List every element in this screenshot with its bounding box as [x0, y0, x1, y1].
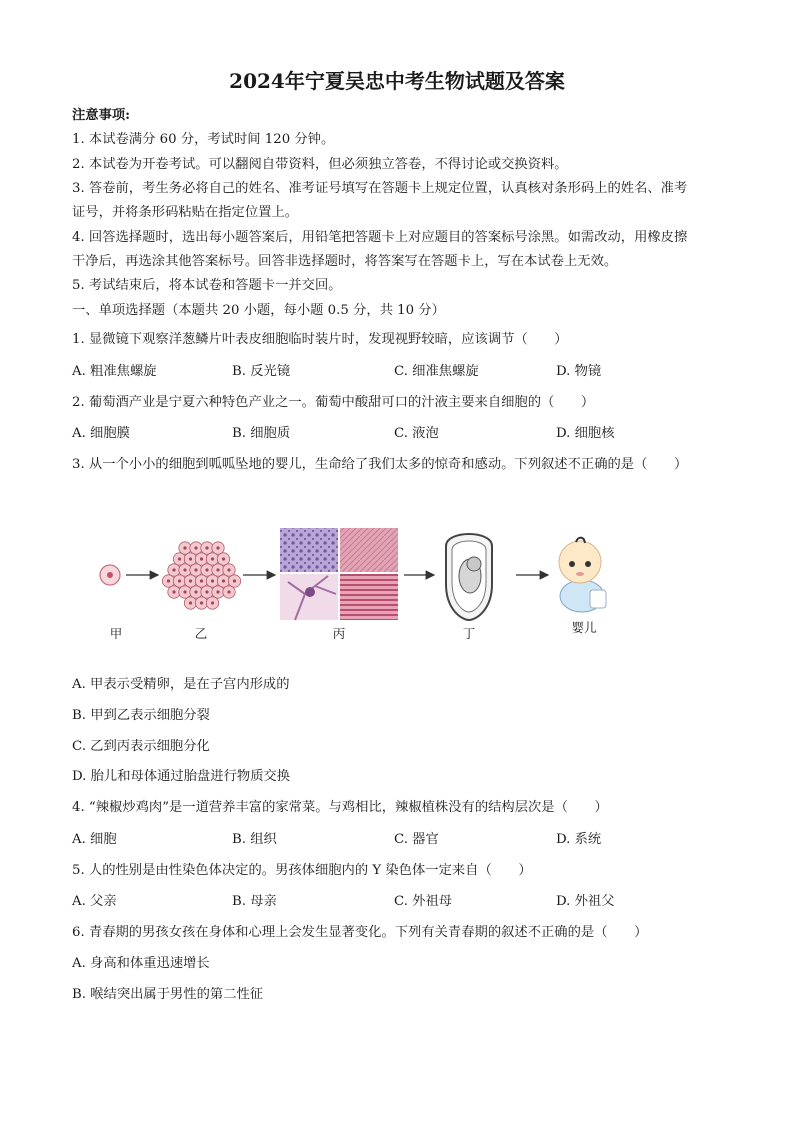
question-stem: 3. 从一个小小的细胞到呱呱坠地的婴儿，生命给了我们太多的惊奇和感动。下列叙述不正确的是（ ） — [72, 457, 688, 472]
option-c: C. 器官 — [394, 832, 439, 847]
option-a: A. 父亲 — [72, 894, 117, 909]
cluster-nucleus — [194, 590, 197, 593]
section-heading: 一、单项选择题（本题共 20 小题，每小题 0.5 分，共 10 分） — [72, 303, 445, 318]
option-c: C. 外祖母 — [394, 894, 453, 909]
cluster-nucleus — [172, 590, 175, 593]
cluster-nucleus — [178, 557, 181, 560]
option-b: B. 细胞质 — [232, 426, 291, 441]
option-b: B. 反光镜 — [232, 364, 291, 379]
figure-label: 婴儿 — [571, 620, 597, 635]
option-d: D. 细胞核 — [556, 426, 615, 441]
baby-icon — [559, 538, 606, 612]
notice-item: 5. 考试结束后，将本试卷和答题卡一并交回。 — [72, 278, 342, 293]
cluster-nucleus — [167, 579, 170, 582]
question-options — [72, 422, 724, 446]
option-b: B. 喉结突出属于男性的第二性征 — [72, 987, 264, 1002]
notice-heading: 注意事项: — [72, 108, 131, 123]
cluster-nucleus — [200, 601, 203, 604]
question-stem: 2. 葡萄酒产业是宁夏六种特色产业之一。葡萄中酸甜可口的汁液主要来自细胞的（ ） — [72, 395, 595, 410]
cluster-nucleus — [183, 590, 186, 593]
cluster-nucleus — [200, 557, 203, 560]
page-title: 2024年宁夏吴忠中考生物试题及答案 — [229, 69, 565, 93]
cluster-nucleus — [233, 579, 236, 582]
figure-label: 丁 — [462, 626, 476, 641]
cluster-nucleus — [227, 590, 230, 593]
cluster-nucleus — [211, 601, 214, 604]
option-c: C. 乙到丙表示细胞分化 — [72, 739, 210, 754]
notice-item: 2. 本试卷为开卷考试。可以翻阅自带资料，但必须独立答卷，不得讨论或交换资料。 — [72, 157, 568, 172]
development-figure — [90, 524, 630, 649]
cluster-nucleus — [189, 557, 192, 560]
question-stem: 1. 显微镜下观察洋葱鳞片叶表皮细胞临时装片时，发现视野较暗，应该调节（ ） — [72, 332, 568, 347]
cluster-nucleus — [216, 546, 219, 549]
cluster-nucleus — [183, 568, 186, 571]
question-stem: 4. “辣椒炒鸡肉”是一道营养丰富的家常菜。与鸡相比，辣椒植株没有的结构层次是（ ） — [72, 800, 608, 815]
tissue-muscle — [340, 528, 398, 572]
figure-label: 乙 — [194, 626, 208, 641]
cluster-nucleus — [211, 557, 214, 560]
option-b: B. 母亲 — [232, 894, 277, 909]
option-c: C. 细准焦螺旋 — [394, 364, 479, 379]
figure-label: 丙 — [332, 626, 346, 641]
option-a: A. 粗准焦螺旋 — [72, 364, 157, 379]
cluster-nucleus — [178, 579, 181, 582]
option-d: D. 系统 — [556, 832, 602, 847]
notice-item: 1. 本试卷满分 60 分，考试时间 120 分钟。 — [72, 132, 335, 147]
notice-item: 4. 回答选择题时，选出每小题答案后，用铅笔把答题卡上对应题目的答案标号涂黑。如需改动，用橡皮擦 — [72, 230, 688, 245]
option-a: A. 细胞膜 — [72, 426, 130, 441]
cluster-nucleus — [205, 546, 208, 549]
question-stem: 6. 青春期的男孩女孩在身体和心理上会发生显著变化。下列有关青春期的叙述不正确的是（ ） — [72, 925, 648, 940]
cluster-nucleus — [194, 568, 197, 571]
cluster-nucleus — [200, 579, 203, 582]
cell-cluster — [162, 542, 240, 609]
cluster-nucleus — [194, 546, 197, 549]
notice-item: 证号，并将条形码粘贴在指定位置上。 — [72, 205, 299, 220]
cluster-nucleus — [205, 568, 208, 571]
development-diagram — [90, 524, 630, 624]
cluster-nucleus — [222, 557, 225, 560]
question-stem: 5. 人的性别是由性染色体决定的。男孩体细胞内的 Y 染色体一定来自（ ） — [72, 863, 532, 878]
option-c: C. 液泡 — [394, 426, 439, 441]
cluster-nucleus — [172, 568, 175, 571]
cluster-nucleus — [189, 601, 192, 604]
notice-item: 3. 答卷前，考生务必将自己的姓名、准考证号填写在答题卡上规定位置，认真核对条形码上的姓名、准考 — [72, 181, 688, 196]
cluster-nucleus — [211, 579, 214, 582]
option-d: D. 外祖父 — [556, 894, 615, 909]
cluster-nucleus — [189, 579, 192, 582]
option-d: D. 胎儿和母体通过胎盘进行物质交换 — [72, 769, 291, 784]
cluster-nucleus — [205, 590, 208, 593]
tissue-nerve — [280, 574, 338, 620]
option-d: D. 物镜 — [556, 364, 602, 379]
notice-item: 干净后，再选涂其他答案标号。回答非选择题时，将答案写在答题卡上，写在本试卷上无效。 — [72, 254, 618, 269]
option-a: A. 细胞 — [72, 832, 117, 847]
figure-label: 甲 — [109, 626, 123, 641]
cluster-nucleus — [183, 546, 186, 549]
question-options — [72, 360, 724, 384]
zygote-nucleus — [107, 572, 113, 578]
cluster-nucleus — [227, 568, 230, 571]
question-options — [72, 828, 724, 852]
option-b: B. 组织 — [232, 832, 277, 847]
cluster-nucleus — [222, 579, 225, 582]
option-a: A. 身高和体重迅速增长 — [72, 956, 210, 971]
tissue-epithelial — [280, 528, 338, 572]
option-b: B. 甲到乙表示细胞分裂 — [72, 708, 210, 723]
cluster-nucleus — [216, 568, 219, 571]
option-a: A. 甲表示受精卵，是在子宫内形成的 — [72, 677, 290, 692]
tissue-connective — [340, 574, 398, 620]
cluster-nucleus — [216, 590, 219, 593]
question-options — [72, 890, 724, 914]
